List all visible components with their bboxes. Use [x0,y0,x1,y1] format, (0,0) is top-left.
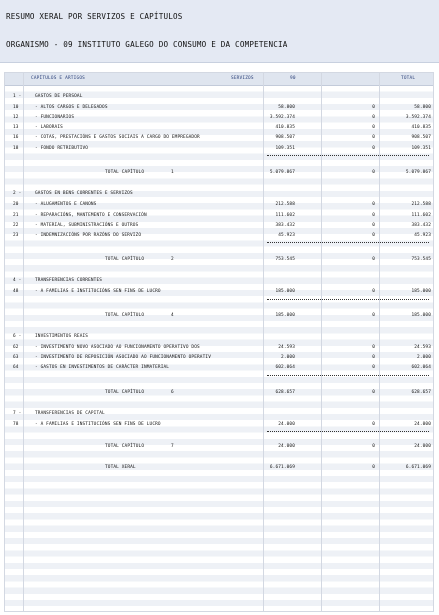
article-total: 185.000 [411,289,431,294]
article-name: - MATERIAL, SUBMINISTRACIÓNS E OUTROS [35,222,139,228]
subtotal-dotted-rule [267,242,429,243]
chapter-total-90: 24.000 [278,444,295,449]
subtotal-dotted-rule [267,431,429,432]
article-name: - GASTOS EN INVESTIMENTOS DE CARÁCTER INMATERIAL [35,365,170,370]
chapter-total-number: 1 [171,170,174,175]
chapter-total-90: 628.657 [275,389,295,395]
article-code: 64 [13,365,19,370]
chapter-total-row [5,389,433,396]
col-90-header: 90 [290,76,296,81]
article-value-90: 908.507 [275,135,295,140]
chapter-total-other: 0 [372,170,375,175]
article-name: - ALUGAMENTOS E CANONS [35,202,97,207]
article-code: 23 [13,233,19,238]
article-total: 2.000 [417,354,431,360]
article-value-90: 2.000 [281,354,295,360]
article-row [5,212,433,219]
col-divider [379,73,380,611]
article-total: 212.588 [411,202,431,207]
report-title: RESUMO XERAL POR SERVIZOS E CAPÍTULOS [6,12,183,21]
article-value-90: 24.593 [278,344,295,350]
article-value-90: 185.000 [275,289,295,294]
article-value-90: 3.592.374 [269,114,295,120]
chapter-total-number: 4 [171,313,174,318]
article-name: - FUNCIONARIOS [35,114,75,120]
article-value-90: 383.432 [275,222,295,228]
col-divider [321,73,322,611]
chapter-code: 7 - [13,411,22,416]
article-value-90: 602.064 [275,365,295,370]
article-row [5,124,433,131]
article-value-other: 0 [372,114,375,120]
chapter-code: 4 - [13,278,22,283]
article-row [5,114,433,121]
article-value-90: 24.000 [278,421,295,427]
article-value-other: 0 [372,135,375,140]
subtotal-dotted-rule [267,155,429,156]
article-total: 908.507 [411,135,431,140]
article-value-other: 0 [372,222,375,228]
article-name: - LABORAIS [35,124,63,130]
article-name: - A FAMILIAS E INSTITUCIÓNS SEN FINS DE LUCRO [35,289,161,294]
chapter-heading-row [5,410,433,417]
chapter-total-number: 2 [171,257,174,262]
chapter-total-row [5,443,433,450]
article-row [5,288,433,295]
article-total: 602.064 [411,365,431,370]
report-subtitle: ORGANISMO - 09 INSTITUTO GALEGO DO CONSUMO E DA COMPETENCIA [6,40,288,49]
chapter-heading-row [5,333,433,340]
article-code: 18 [13,145,19,151]
chapter-total-label: TOTAL CAPÍTULO [105,444,145,449]
chapter-code: 1 - [13,94,22,99]
article-value-90: 45.923 [278,233,295,238]
chapter-total-90: 5.079.867 [269,170,295,175]
article-code: 48 [13,289,19,294]
article-value-other: 0 [372,233,375,238]
grand-total-label: TOTAL XERAL [105,465,136,470]
article-value-other: 0 [372,289,375,294]
chapter-total-number: 7 [171,444,174,449]
chapter-total-other: 0 [372,313,375,318]
chapter-total-row [5,169,433,176]
chapter-code: 2 - [13,191,22,196]
article-total: 3.592.374 [405,114,431,120]
chapter-total-label: TOTAL CAPÍTULO [105,313,145,318]
chapter-total-other: 0 [372,444,375,449]
article-row [5,201,433,208]
article-value-90: 109.351 [275,145,295,151]
article-name: - INDEMNIZACIÓNS POR RAZÓNS DO SERVIZO [35,233,142,238]
chapter-heading-row [5,93,433,100]
article-code: 12 [13,114,19,120]
article-row [5,232,433,239]
col-total-header: TOTAL [401,76,416,81]
chapter-heading-row [5,190,433,197]
article-total: 45.923 [414,233,431,238]
chapter-heading-row [5,277,433,284]
article-name: - ALTOS CARGOS E DELEGADOS [35,104,108,110]
article-code: 10 [13,104,19,110]
article-value-other: 0 [372,212,375,218]
article-value-other: 0 [372,421,375,427]
article-name: - A FAMILIAS E INSTITUCIÓNS SEN FINS DE LUCRO [35,421,161,427]
article-code: 78 [13,421,19,427]
col-chapters-header: CAPÍTULOS E ARTIGOS [31,76,86,81]
article-row [5,344,433,351]
article-row [5,134,433,141]
article-value-90: 212.588 [275,202,295,207]
article-name: - COTAS, PRESTACIÓNS E GASTOS SOCIAIS A CARGO DO EMPREGADOR [35,135,200,140]
chapter-total-label: TOTAL CAPÍTULO [105,257,145,262]
chapter-total-other: 0 [372,389,375,395]
chapter-total-total: 5.079.867 [405,170,431,175]
article-value-other: 0 [372,104,375,110]
summary-table [4,72,434,612]
report-header [0,0,439,63]
article-name: - FONDO RETRIBUTIVO [35,145,89,151]
chapter-total-90: 185.000 [275,313,295,318]
chapter-total-total: 628.657 [411,389,431,395]
col-divider [263,73,264,611]
subtotal-dotted-rule [267,375,429,376]
article-code: 21 [13,212,19,218]
article-value-other: 0 [372,124,375,130]
article-code: 16 [13,135,19,140]
chapter-total-total: 753.545 [411,257,431,262]
chapter-total-other: 0 [372,257,375,262]
article-total: 410.835 [411,124,431,130]
grand-total-other: 0 [372,465,375,470]
chapter-total-90: 753.545 [275,257,295,262]
article-code: 13 [13,124,19,130]
chapter-total-row [5,312,433,319]
article-total: 24.000 [414,421,431,427]
article-total: 58.800 [414,104,431,110]
article-value-90: 111.602 [275,212,295,218]
article-name: - INVESTIMENTO NOVO ASOCIADO AO FUNCIONAMENTO OPERATIVO DOS [35,344,200,350]
chapter-total-number: 6 [171,389,174,395]
article-code: 22 [13,222,19,228]
chapter-total-label: TOTAL CAPÍTULO [105,389,145,395]
article-value-other: 0 [372,202,375,207]
article-total: 24.593 [414,344,431,350]
article-row [5,354,433,361]
col-divider [23,73,24,611]
grand-total-row [5,464,433,471]
article-value-90: 410.835 [275,124,295,130]
chapter-name: GASTOS DE PERSOAL [35,94,83,99]
article-code: 20 [13,202,19,207]
col-services-header: SERVIZOS [231,76,254,81]
chapter-name: GASTOS EN BENS CORRENTES E SERVIZOS [35,191,133,196]
article-total: 383.432 [411,222,431,228]
chapter-name: TRANSFERENCIAS CORRENTES [35,278,103,283]
article-value-90: 58.800 [278,104,295,110]
article-name: - INVESTIMENTO DE REPOSICIÓN ASOCIADO AO FUNCIONAMENTO OPERATIV [35,354,211,360]
article-total: 111.602 [411,212,431,218]
table-header [5,73,433,86]
chapter-total-label: TOTAL CAPÍTULO [105,170,145,175]
subtotal-dotted-rule [267,299,429,300]
article-value-other: 0 [372,145,375,151]
article-name: - REPARACIÓNS, MANTEMENTO E CONSERVACIÓN [35,212,147,218]
article-row [5,145,433,152]
chapter-total-total: 24.000 [414,444,431,449]
article-row [5,222,433,229]
chapter-name: TRANSFERENCIAS DE CAPITAL [35,411,105,416]
chapter-total-row [5,256,433,263]
article-code: 63 [13,354,19,360]
article-total: 109.351 [411,145,431,151]
article-value-other: 0 [372,365,375,370]
article-value-other: 0 [372,354,375,360]
grand-total-total: 6.671.069 [405,465,431,470]
grand-total-90: 6.671.069 [269,465,295,470]
article-code: 62 [13,344,19,350]
article-row [5,104,433,111]
article-value-other: 0 [372,344,375,350]
article-row [5,364,433,371]
chapter-name: INVESTIMENTOS REAIS [35,334,89,339]
chapter-code: 6 - [13,334,22,339]
article-row [5,421,433,428]
chapter-total-total: 185.000 [411,313,431,318]
